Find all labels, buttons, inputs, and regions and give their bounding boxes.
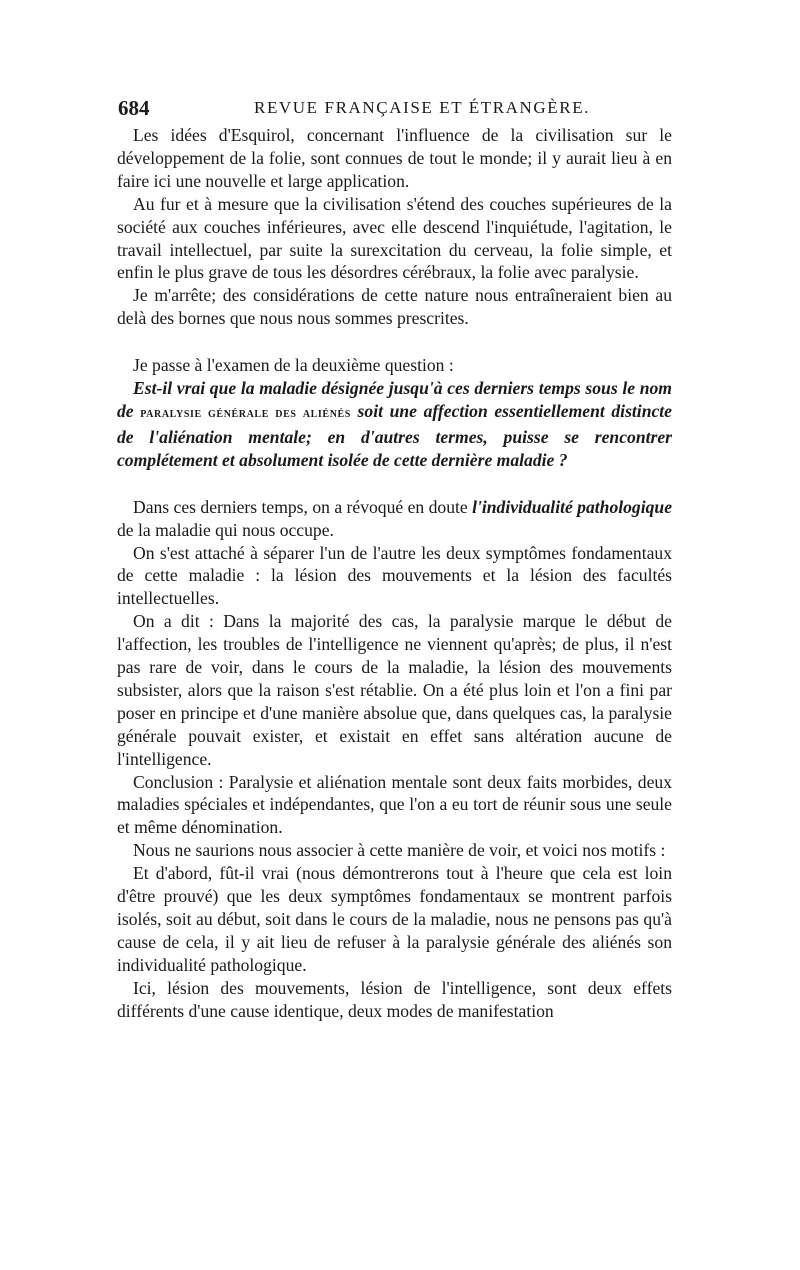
paragraph-civilisation: Au fur et à mesure que la civilisation s'étend des couches supérieures de la société aux couches inférieures, avec elle descend l'inquiétude, l'agitation, le travail intellectuel, par suite la surexcitation du cerveau, la folie simple, et enfin le plus grave de tous les désordres cérébraux, la folie avec paralysie.: [117, 193, 672, 283]
section-gap: [117, 330, 672, 354]
p6-part-2: de la maladie qui nous occupe.: [117, 519, 334, 540]
p6-emphasis: l'individualité pathologique: [472, 496, 673, 517]
question-part-1: Est-il vrai que la maladie désignée jusqu'à ces derniers temps sous le nom de: [117, 378, 672, 421]
question-small-caps: paralysie générale des aliénés: [140, 405, 351, 421]
paragraph-arret: Je m'arrête; des considérations de cette nature nous entraîneraient bien au delà des bornes que nous nous sommes prescrites.: [117, 285, 672, 329]
paragraph-et-dabord: Et d'abord, fût-il vrai (nous démontrerons tout à l'heure que cela est loin d'être prouvé) que les deux symptômes fondamentaux se montrent parfois isolés, soit au début, soit dans le cours de la maladie, nous ne pensons pas qu'à cause de cela, il y ait lieu de refuser à la paralysie générale des aliénés son individualité pathologique.: [117, 863, 672, 975]
section-gap: [117, 472, 672, 496]
p6-part-1: Dans ces derniers temps, on a révoqué en doute: [133, 496, 473, 517]
paragraph-motifs: Nous ne saurions nous associer à cette manière de voir, et voici nos motifs :: [133, 840, 666, 861]
body-text: [117, 124, 672, 1023]
paragraph-conclusion: Conclusion : Paralysie et aliénation mentale sont deux faits morbides, deux maladies spéciales et indépendantes, que l'on a eu tort de réunir sous une seule et même dénomination.: [117, 771, 672, 838]
question-text: [117, 377, 672, 472]
paragraph-symptomes: On s'est attaché à séparer l'un de l'autre les deux symptômes fondamentaux de cette maladie : la lésion des mouvements et la lésion des facultés intellectuelles.: [117, 542, 672, 609]
paragraph-deuxieme-question: Je passe à l'examen de la deuxième question :: [133, 355, 454, 376]
question-part-2: soit une affection essentiellement distincte de l'aliénation mentale; en d'autres termes, puisse se rencontrer complétement et absolument isolée de cette dernière maladie ?: [117, 400, 672, 470]
running-header: [118, 96, 670, 122]
paragraph-on-a-dit: On a dit : Dans la majorité des cas, la paralysie marque le début de l'affection, les troubles de l'intelligence ne viennent qu'après; de plus, il n'est pas rare de voir, dans le cours de la maladie, la lésion des mouvements subsister, alors que la raison s'est rétablie. On a été plus loin et l'on a fini par poser en principe et d'une manière absolue que, dans quelques cas, la paralysie générale pouvait exister, et existait en effet sans altération aucune de l'intelligence.: [117, 611, 672, 769]
page-number: 684: [118, 96, 150, 120]
paragraph-ici: Ici, lésion des mouvements, lésion de l'intelligence, sont deux effets différents d'une cause identique, deux modes de manifestation: [117, 977, 672, 1021]
paragraph-individualite: [117, 496, 672, 542]
running-title: REVUE FRANÇAISE ET ÉTRANGÈRE.: [254, 98, 591, 117]
paragraph-esquirol: Les idées d'Esquirol, concernant l'influence de la civilisation sur le développement de la folie, sont connues de tout le monde; il y aurait lieu à en faire ici une nouvelle et large application.: [117, 125, 672, 191]
